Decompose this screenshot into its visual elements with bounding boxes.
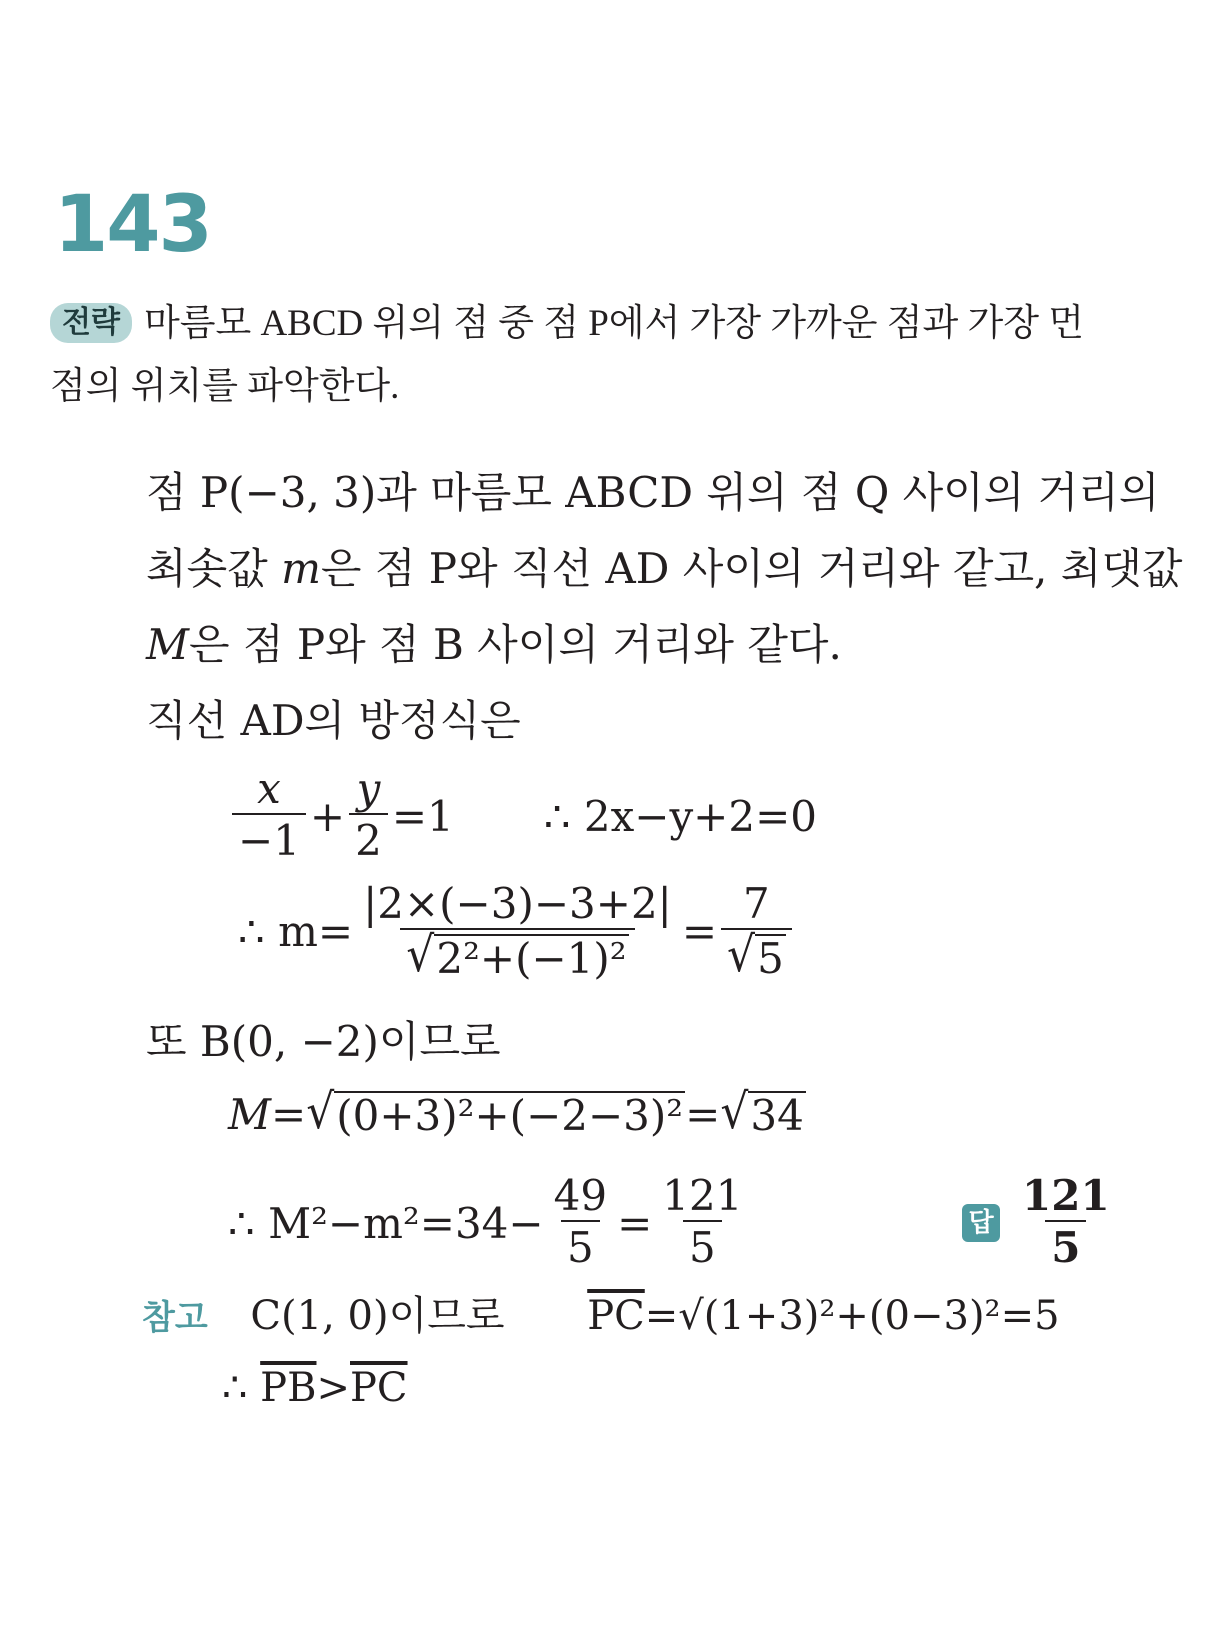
equation-max-distance <box>228 1083 806 1140</box>
result-fraction: 7 √ 5 <box>721 880 792 982</box>
note-line <box>142 1286 1060 1348</box>
solution-text <box>146 455 1186 759</box>
para1-part-a: 점 P(−3, 3)과 마름모 ABCD 위의 점 Q 사이의 거리의 최솟값 <box>146 468 1160 593</box>
line-b-text: 또 B(0, −2)이므로 <box>146 1017 501 1066</box>
para1-part-c: 은 점 P와 점 B 사이의 거리와 같다. <box>189 620 842 669</box>
sqrt-distance: √ (0+3)²+(−2−3)² <box>306 1083 684 1140</box>
difference-lhs: ∴ M²−m²=34− <box>228 1198 544 1248</box>
equals: = <box>617 1198 653 1248</box>
sqrt-34: √ 34 <box>720 1083 804 1140</box>
para1-part-b: 은 점 P와 직선 AD 사이의 거리와 같고, 최댓값 <box>320 544 1183 593</box>
equals: = <box>681 906 718 956</box>
m-lhs: ∴ m= <box>238 906 354 956</box>
line-equation-result: ∴ 2x−y+2=0 <box>543 791 818 841</box>
fraction-121-5: $\frac{121}{5}$ <box>662 1171 743 1272</box>
greater-than: > <box>316 1365 350 1411</box>
M-lhs: M= <box>228 1090 307 1139</box>
equals-one: =1 <box>391 791 454 841</box>
fraction-x: $\frac{x}{-1}$ <box>232 765 306 867</box>
equation-line-ad <box>228 765 817 867</box>
var-m: m <box>281 544 321 593</box>
equation-difference <box>228 1172 752 1274</box>
answer-badge: 답 <box>962 1204 1000 1242</box>
note-badge: 참고 <box>142 1298 208 1338</box>
note-text: C(1, 0)이므로 <box>250 1293 505 1339</box>
equation-min-distance <box>238 880 796 982</box>
var-M: M <box>146 620 190 669</box>
line-ad-text: 직선 AD의 방정식은 <box>146 696 521 745</box>
answer-fraction: $\frac{121}{5}$ <box>1022 1171 1110 1272</box>
fraction-y: $\frac{y}{2}$ <box>349 765 388 867</box>
pc-expression: =√(1+3)²+(0−3)²=5 <box>644 1293 1060 1339</box>
pb-label: $\overline{PB}$ <box>260 1365 317 1411</box>
plus-sign: + <box>309 791 346 841</box>
answer <box>962 1172 1120 1274</box>
distance-fraction: |2×(−3)−3+2| √ 2²+(−1)² <box>363 879 672 984</box>
equals: = <box>685 1090 721 1139</box>
strategy-text: 마름모 ABCD 위의 점 중 점 P에서 가장 가까운 점과 가장 먼 점의 위치를 파악한다. <box>50 303 1084 407</box>
pc-compare-label: $\overline{PC}$ <box>350 1365 408 1411</box>
pc-label: $\overline{PC}$ <box>587 1293 645 1339</box>
fraction-49-5: $\frac{49}{5}$ <box>553 1171 608 1272</box>
strategy-block <box>50 292 1100 418</box>
therefore-symbol: ∴ <box>222 1365 261 1411</box>
problem-number: 143 <box>54 180 211 270</box>
strategy-badge: 전략 <box>50 303 132 343</box>
solution-paragraph-1 <box>146 455 1186 683</box>
note-comparison <box>222 1358 408 1418</box>
